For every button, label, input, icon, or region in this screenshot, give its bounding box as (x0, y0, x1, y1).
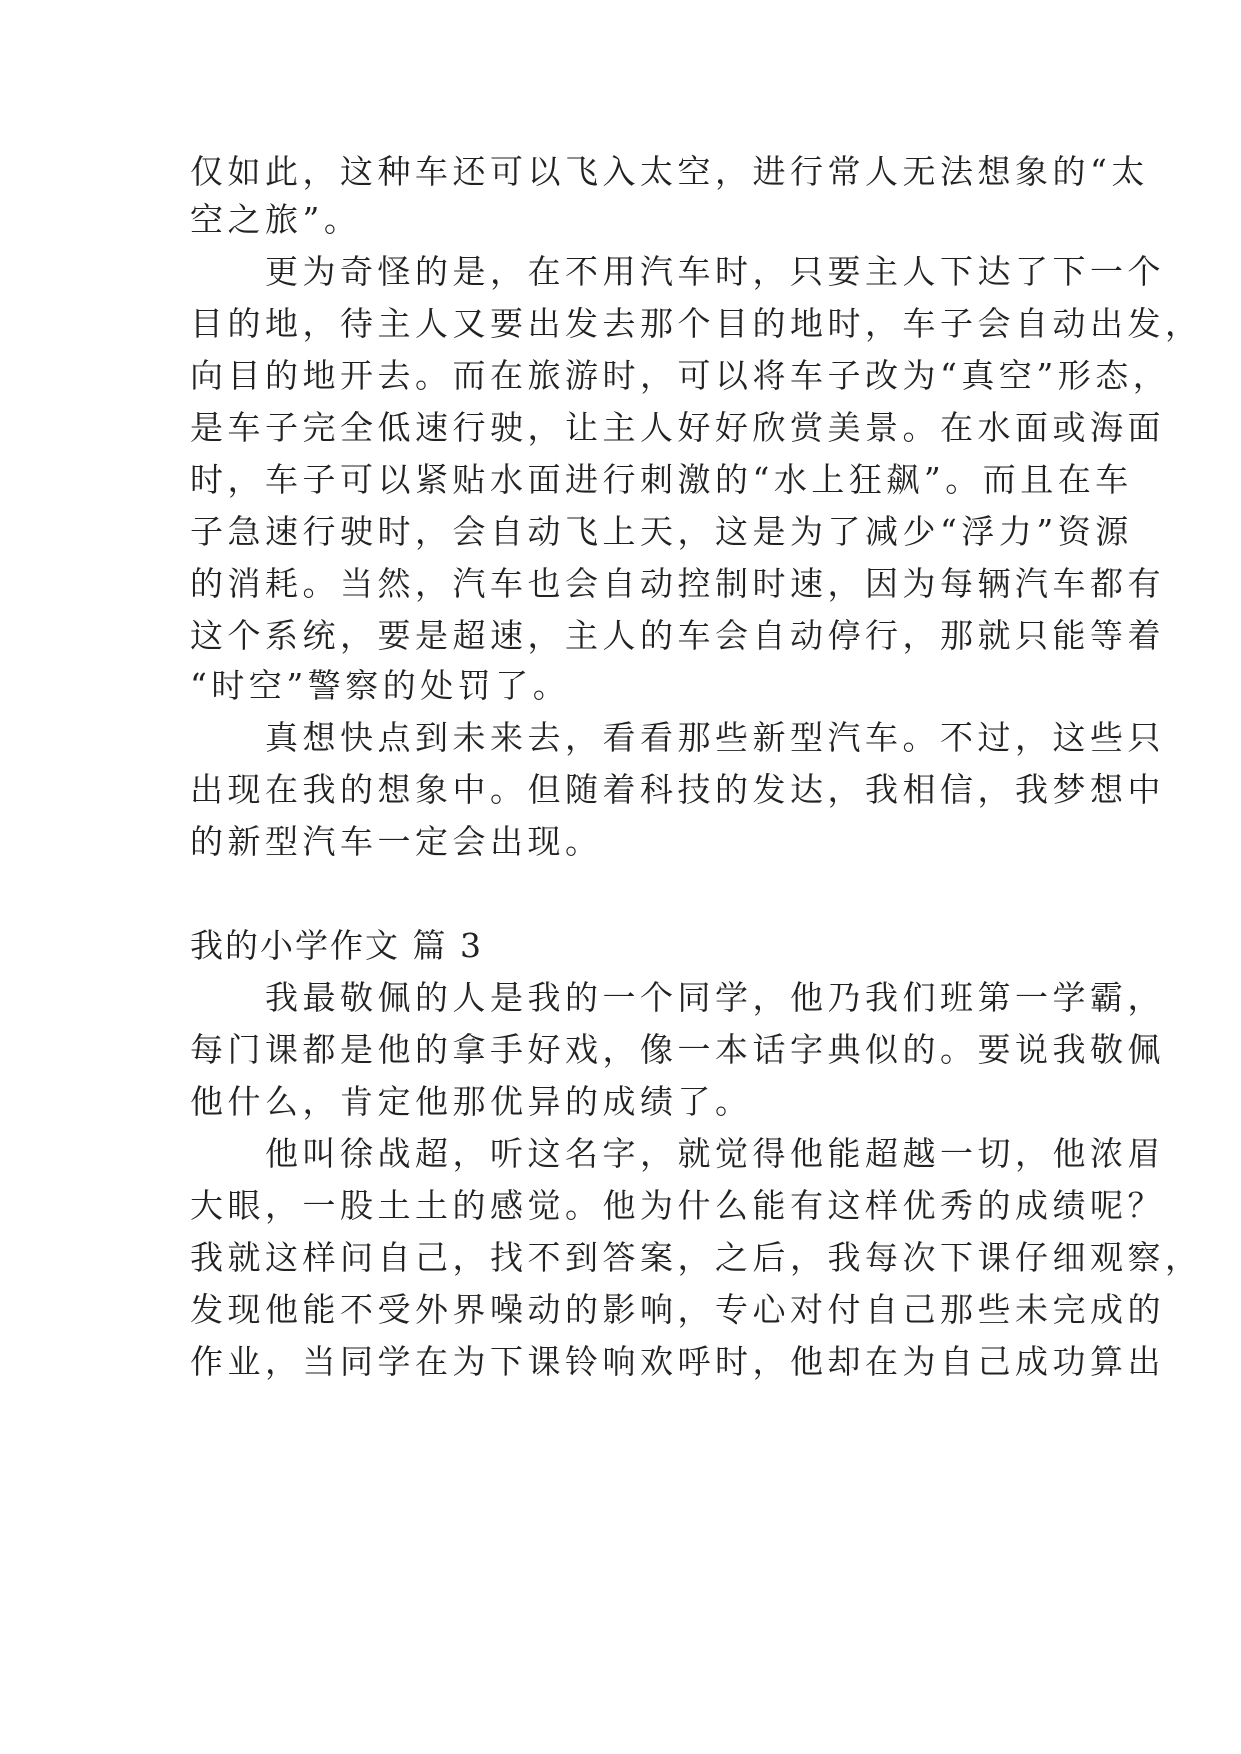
text-line: 他什么，肯定他那优异的成绩了。 (190, 1082, 753, 1121)
text-line: 的消耗。当然，汽车也会自动控制时速，因为每辆汽车都有 (190, 564, 1165, 603)
paragraph-start-line: 更为奇怪的是，在不用汽车时，只要主人下达了下一个 (190, 252, 1165, 291)
text-line: 目的地，待主人又要出发去那个目的地时，车子会自动出发， (190, 304, 1203, 343)
text-line: 的新型汽车一定会出现。 (190, 822, 603, 861)
text-line: 向目的地开去。而在旅游时，可以将车子改为“真空”形态， (190, 356, 1171, 395)
paragraph-start-line: 我最敬佩的人是我的一个同学，他乃我们班第一学霸， (190, 978, 1165, 1017)
paragraph-start-line: 真想快点到未来去，看看那些新型汽车。不过，这些只 (190, 718, 1165, 757)
text-line: 空之旅”。 (190, 200, 362, 239)
text-line: 是车子完全低速行驶，让主人好好欣赏美景。在水面或海面 (190, 408, 1165, 447)
text-line: 子急速行驶时，会自动飞上天，这是为了减少“浮力”资源 (190, 512, 1133, 551)
text-line: 仅如此，这种车还可以飞入太空，进行常人无法想象的“太 (190, 152, 1149, 191)
text-line: 我就这样问自己，找不到答案，之后，我每次下课仔细观察， (190, 1238, 1203, 1277)
text-line: 每门课都是他的拿手好戏，像一本话字典似的。要说我敬佩 (190, 1030, 1165, 1069)
paragraph-start-line: 他叫徐战超，听这名字，就觉得他能超越一切，他浓眉 (190, 1134, 1165, 1173)
text-line: 发现他能不受外界噪动的影响，专心对付自己那些未完成的 (190, 1290, 1165, 1329)
text-line: 大眼，一股土土的感觉。他为什么能有这样优秀的成绩呢？ (190, 1186, 1165, 1225)
text-line: 时，车子可以紧贴水面进行刺激的“水上狂飙”。而且在车 (190, 460, 1133, 499)
text-line: 作业，当同学在为下课铃响欢呼时，他却在为自己成功算出 (190, 1342, 1165, 1381)
text-line: “时空”警察的处罚了。 (190, 666, 571, 705)
section-heading: 我的小学作文 篇 3 (190, 926, 483, 965)
text-line: 这个系统，要是超速，主人的车会自动停行，那就只能等着 (190, 616, 1165, 655)
text-line: 出现在我的想象中。但随着科技的发达，我相信，我梦想中 (190, 770, 1165, 809)
